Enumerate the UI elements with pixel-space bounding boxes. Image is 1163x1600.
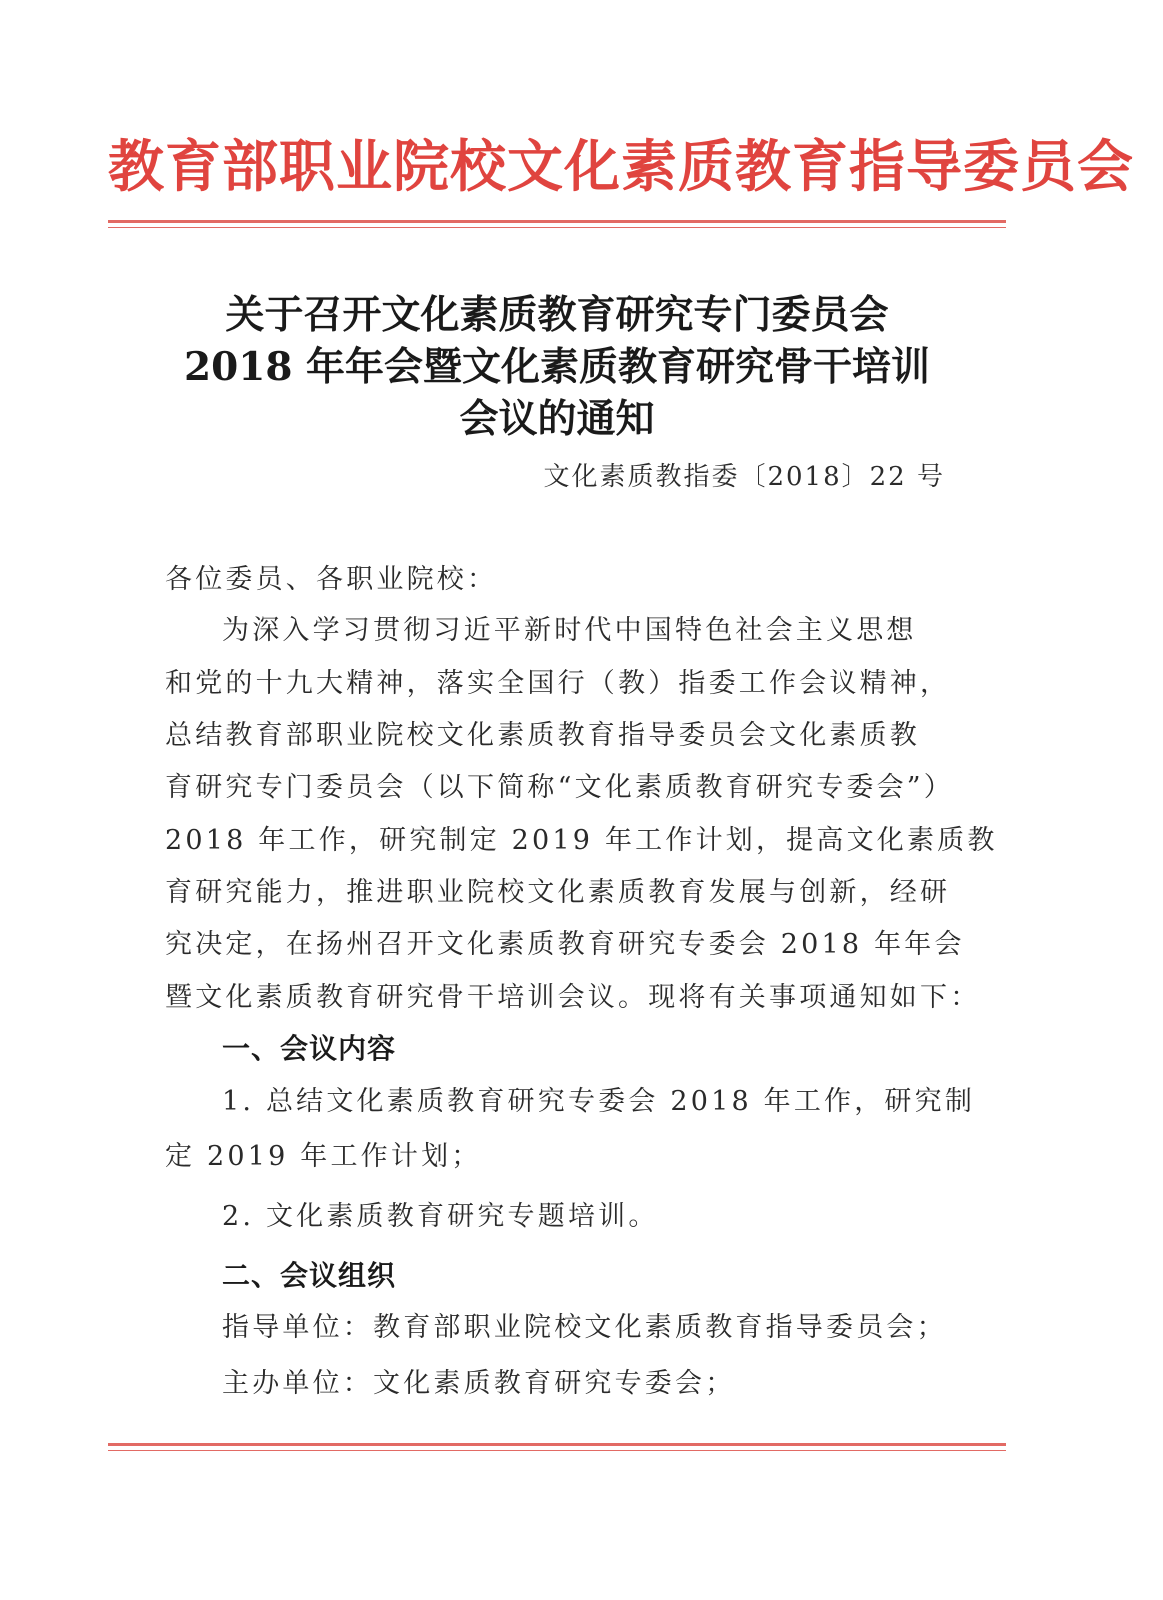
title-line-2: 2018 年年会暨文化素质教育研究骨干培训	[183, 344, 931, 390]
intro-line: 为深入学习贯彻习近平新时代中国特色社会主义思想	[222, 615, 917, 646]
guiding-unit: 指导单位：教育部职业院校文化素质教育指导委员会；	[222, 1312, 947, 1343]
footer-rule-top	[108, 1443, 1006, 1446]
list-item: 2. 文化素质教育研究专题培训。	[222, 1201, 659, 1232]
salutation: 各位委员、各职业院校：	[165, 564, 498, 595]
intro-line: 究决定，在扬州召开文化素质教育研究专委会 2018 年年会	[165, 929, 965, 960]
header-rule-bottom	[108, 227, 1006, 228]
title-line-3: 会议的通知	[459, 396, 655, 442]
intro-line: 和党的十九大精神，落实全国行（教）指委工作会议精神，	[165, 668, 951, 699]
intro-line: 育研究专门委员会（以下简称“文化素质教育研究专委会”）	[165, 772, 955, 803]
letterhead-organization: 教育部职业院校文化素质教育指导委员会	[108, 135, 1134, 200]
section-heading-organization: 二、会议组织	[222, 1259, 397, 1292]
list-item: 1. 总结文化素质教育研究专委会 2018 年工作，研究制	[222, 1086, 976, 1117]
document-number: 文化素质教指委〔2018〕22 号	[543, 462, 945, 492]
host-unit: 主办单位：文化素质教育研究专委会；	[222, 1368, 736, 1399]
intro-line: 育研究能力，推进职业院校文化素质教育发展与创新，经研	[165, 877, 951, 908]
header-rule-top	[108, 220, 1006, 223]
section-heading-content: 一、会议内容	[222, 1032, 397, 1065]
footer-rule-bottom	[108, 1450, 1006, 1451]
intro-line: 2018 年工作，研究制定 2019 年工作计划，提高文化素质教	[165, 825, 998, 856]
intro-line: 暨文化素质教育研究骨干培训会议。现将有关事项通知如下：	[165, 982, 981, 1013]
title-line-1: 关于召开文化素质教育研究专门委员会	[225, 292, 889, 338]
intro-line: 总结教育部职业院校文化素质教育指导委员会文化素质教	[165, 720, 920, 751]
list-item-continued: 定 2019 年工作计划；	[165, 1141, 482, 1172]
